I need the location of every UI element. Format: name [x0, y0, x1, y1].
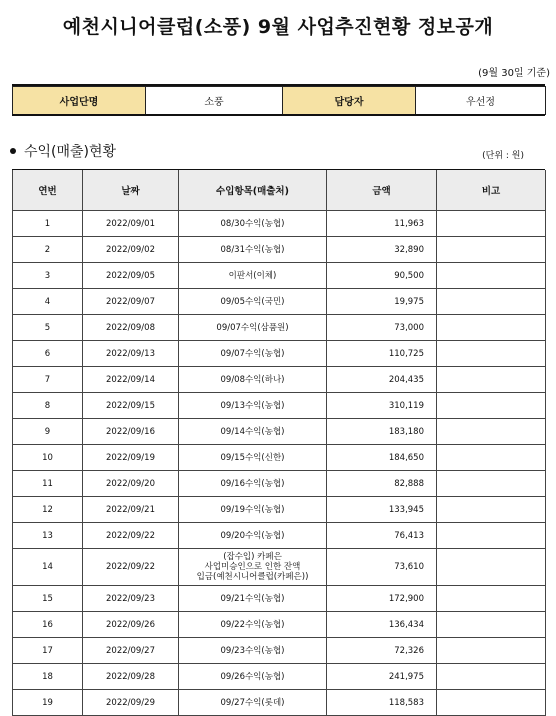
table-row [13, 315, 546, 341]
table-row [13, 211, 546, 237]
row-note [437, 664, 546, 690]
header-no: 연번 [13, 170, 83, 211]
row-note [437, 638, 546, 664]
row-note [437, 263, 546, 289]
table-row [13, 289, 546, 315]
header-item: 수입항목(매출처) [179, 170, 327, 211]
row-date: 2022/09/19 [83, 445, 179, 471]
row-no: 7 [13, 367, 83, 393]
row-note [437, 471, 546, 497]
table-row [13, 690, 546, 716]
row-amount: 76,413 [327, 523, 437, 549]
row-amount: 310,119 [327, 393, 437, 419]
row-amount: 118,583 [327, 690, 437, 716]
section-title: 수익(매출)현황 [24, 144, 117, 160]
unit-note: (단위 : 원) [482, 151, 524, 161]
table-row [13, 263, 546, 289]
row-note [437, 419, 546, 445]
row-amount: 72,326 [327, 638, 437, 664]
row-item: 09/08수익(하나) [179, 367, 327, 393]
row-item: 09/27수익(롯데) [179, 690, 327, 716]
header-date: 날짜 [83, 170, 179, 211]
row-item: 08/31수익(농협) [179, 237, 327, 263]
page-title: 예천시니어클럽(소풍) 9월 사업추진현황 정보공개 [62, 16, 494, 38]
row-note [437, 586, 546, 612]
row-amount: 32,890 [327, 237, 437, 263]
row-date: 2022/09/20 [83, 471, 179, 497]
row-no: 2 [13, 237, 83, 263]
row-item: 09/14수익(농협) [179, 419, 327, 445]
table-row [13, 393, 546, 419]
row-amount: 172,900 [327, 586, 437, 612]
row-date: 2022/09/01 [83, 211, 179, 237]
row-no: 12 [13, 497, 83, 523]
row-amount: 73,000 [327, 315, 437, 341]
row-date: 2022/09/13 [83, 341, 179, 367]
row-date: 2022/09/28 [83, 664, 179, 690]
row-item: 09/19수익(농협) [179, 497, 327, 523]
row-amount: 133,945 [327, 497, 437, 523]
header-note: 비고 [437, 170, 546, 211]
project-label: 사업단명 [13, 87, 146, 115]
row-amount: 241,975 [327, 664, 437, 690]
row-note [437, 289, 546, 315]
row-no: 15 [13, 586, 83, 612]
table-row [13, 549, 546, 586]
table-row [13, 341, 546, 367]
row-no: 14 [13, 549, 83, 586]
table-header-row [13, 170, 546, 211]
table-row [13, 471, 546, 497]
info-table [12, 86, 546, 115]
header-amount: 금액 [327, 170, 437, 211]
row-no: 9 [13, 419, 83, 445]
row-no: 1 [13, 211, 83, 237]
row-date: 2022/09/05 [83, 263, 179, 289]
table-row [13, 367, 546, 393]
bullet-icon [10, 148, 16, 154]
row-no: 16 [13, 612, 83, 638]
table-row [13, 638, 546, 664]
row-item: 09/16수익(농협) [179, 471, 327, 497]
row-item: 09/07수익(농협) [179, 341, 327, 367]
table-row [13, 523, 546, 549]
row-note [437, 690, 546, 716]
row-no: 6 [13, 341, 83, 367]
info-bottom-border [12, 114, 545, 116]
row-item: 09/22수익(농협) [179, 612, 327, 638]
manager-value: 우선정 [416, 87, 546, 115]
row-amount: 90,500 [327, 263, 437, 289]
row-amount: 204,435 [327, 367, 437, 393]
row-date: 2022/09/14 [83, 367, 179, 393]
row-note [437, 237, 546, 263]
row-item: 08/30수익(농협) [179, 211, 327, 237]
row-no: 3 [13, 263, 83, 289]
row-no: 13 [13, 523, 83, 549]
row-item: 09/21수익(농협) [179, 586, 327, 612]
row-note [437, 393, 546, 419]
row-no: 5 [13, 315, 83, 341]
row-note [437, 445, 546, 471]
row-no: 4 [13, 289, 83, 315]
row-item: (잡수입) 카페은 사업미승인으로 인한 잔액 입금(예천시니어클럽(카페은)) [179, 549, 327, 586]
row-no: 8 [13, 393, 83, 419]
row-amount: 136,434 [327, 612, 437, 638]
row-item: 09/15수익(신한) [179, 445, 327, 471]
row-amount: 183,180 [327, 419, 437, 445]
row-date: 2022/09/08 [83, 315, 179, 341]
row-date: 2022/09/22 [83, 549, 179, 586]
table-row [13, 612, 546, 638]
row-item: 09/26수익(농협) [179, 664, 327, 690]
row-note [437, 211, 546, 237]
table-row [13, 664, 546, 690]
row-no: 11 [13, 471, 83, 497]
table-row [13, 497, 546, 523]
row-note [437, 612, 546, 638]
table-body [13, 211, 546, 716]
row-item: 이판서(이체) [179, 263, 327, 289]
row-note [437, 341, 546, 367]
row-item: 09/20수익(농협) [179, 523, 327, 549]
row-date: 2022/09/07 [83, 289, 179, 315]
row-date: 2022/09/16 [83, 419, 179, 445]
row-item: 09/23수익(농협) [179, 638, 327, 664]
row-amount: 19,975 [327, 289, 437, 315]
row-date: 2022/09/26 [83, 612, 179, 638]
row-date: 2022/09/27 [83, 638, 179, 664]
row-date: 2022/09/15 [83, 393, 179, 419]
table-row [13, 445, 546, 471]
row-no: 19 [13, 690, 83, 716]
row-item: 09/05수익(국민) [179, 289, 327, 315]
row-date: 2022/09/22 [83, 523, 179, 549]
row-amount: 82,888 [327, 471, 437, 497]
row-note [437, 523, 546, 549]
row-amount: 11,963 [327, 211, 437, 237]
row-note [437, 367, 546, 393]
row-amount: 110,725 [327, 341, 437, 367]
row-date: 2022/09/02 [83, 237, 179, 263]
row-amount: 73,610 [327, 549, 437, 586]
row-note [437, 315, 546, 341]
table-row [13, 419, 546, 445]
row-note [437, 497, 546, 523]
revenue-table [12, 170, 546, 716]
row-date: 2022/09/21 [83, 497, 179, 523]
manager-label: 담당자 [283, 87, 416, 115]
project-value: 소풍 [146, 87, 283, 115]
table-row [13, 586, 546, 612]
row-no: 10 [13, 445, 83, 471]
row-item: 09/07수익(삼품원) [179, 315, 327, 341]
row-note [437, 549, 546, 586]
row-amount: 184,650 [327, 445, 437, 471]
row-no: 18 [13, 664, 83, 690]
section-heading [10, 141, 116, 161]
row-item: 09/13수익(농협) [179, 393, 327, 419]
table-row [13, 237, 546, 263]
row-date: 2022/09/29 [83, 690, 179, 716]
row-date: 2022/09/23 [83, 586, 179, 612]
row-no: 17 [13, 638, 83, 664]
date-note: (9월 30일 기준) [478, 68, 550, 79]
